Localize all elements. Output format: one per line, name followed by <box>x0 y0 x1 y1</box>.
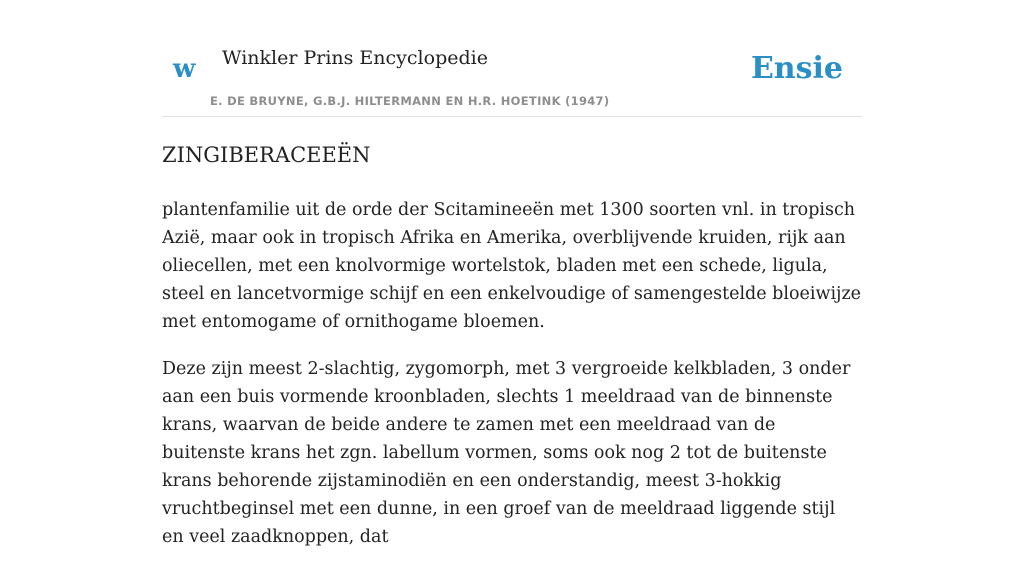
entry-title: ZINGIBERACEEËN <box>162 143 371 167</box>
publication-logo[interactable]: w <box>173 54 196 84</box>
article <box>162 138 862 570</box>
article-paragraph: plantenfamilie uit de orde der Scitamineeën met 1300 soorten vnl. in tropisch Azië, maar ook in tropisch Afrika en Amerika, overblijvende kruiden, rijk aan oliecellen, met een knolvormige wortelstok, bladen met een schede, ligula, steel en lancetvormige schijf en een enkelvoudige of samengestelde bloeiwijze met entomogame of ornithogame bloemen. <box>162 200 862 332</box>
publication-title[interactable]: Winkler Prins Encyclopedie <box>222 47 488 69</box>
site-logo[interactable]: Ensie <box>750 51 843 86</box>
publication-authors: E. DE BRUYNE, G.B.J. HILTERMANN EN H.R. HOETINK (1947) <box>210 94 610 108</box>
header <box>162 0 862 117</box>
article-paragraph: Deze zijn meest 2-slachtig, zygomorph, met 3 vergroeide kelkbladen, 3 onder aan een buis vormende kroonbladen, slechts 1 meeldraad van de binnenste krans, waarvan de beide andere te zamen met een meeldraad van de buitenste krans het zgn. labellum vormen, soms ook nog 2 tot de buitenste krans behorende zijstaminodiën en een onderstandig, meest 3-hokkig vruchtbeginsel met een dunne, in een groef van de meeldraad liggende stijl en veel zaadknoppen, dat <box>162 359 851 547</box>
